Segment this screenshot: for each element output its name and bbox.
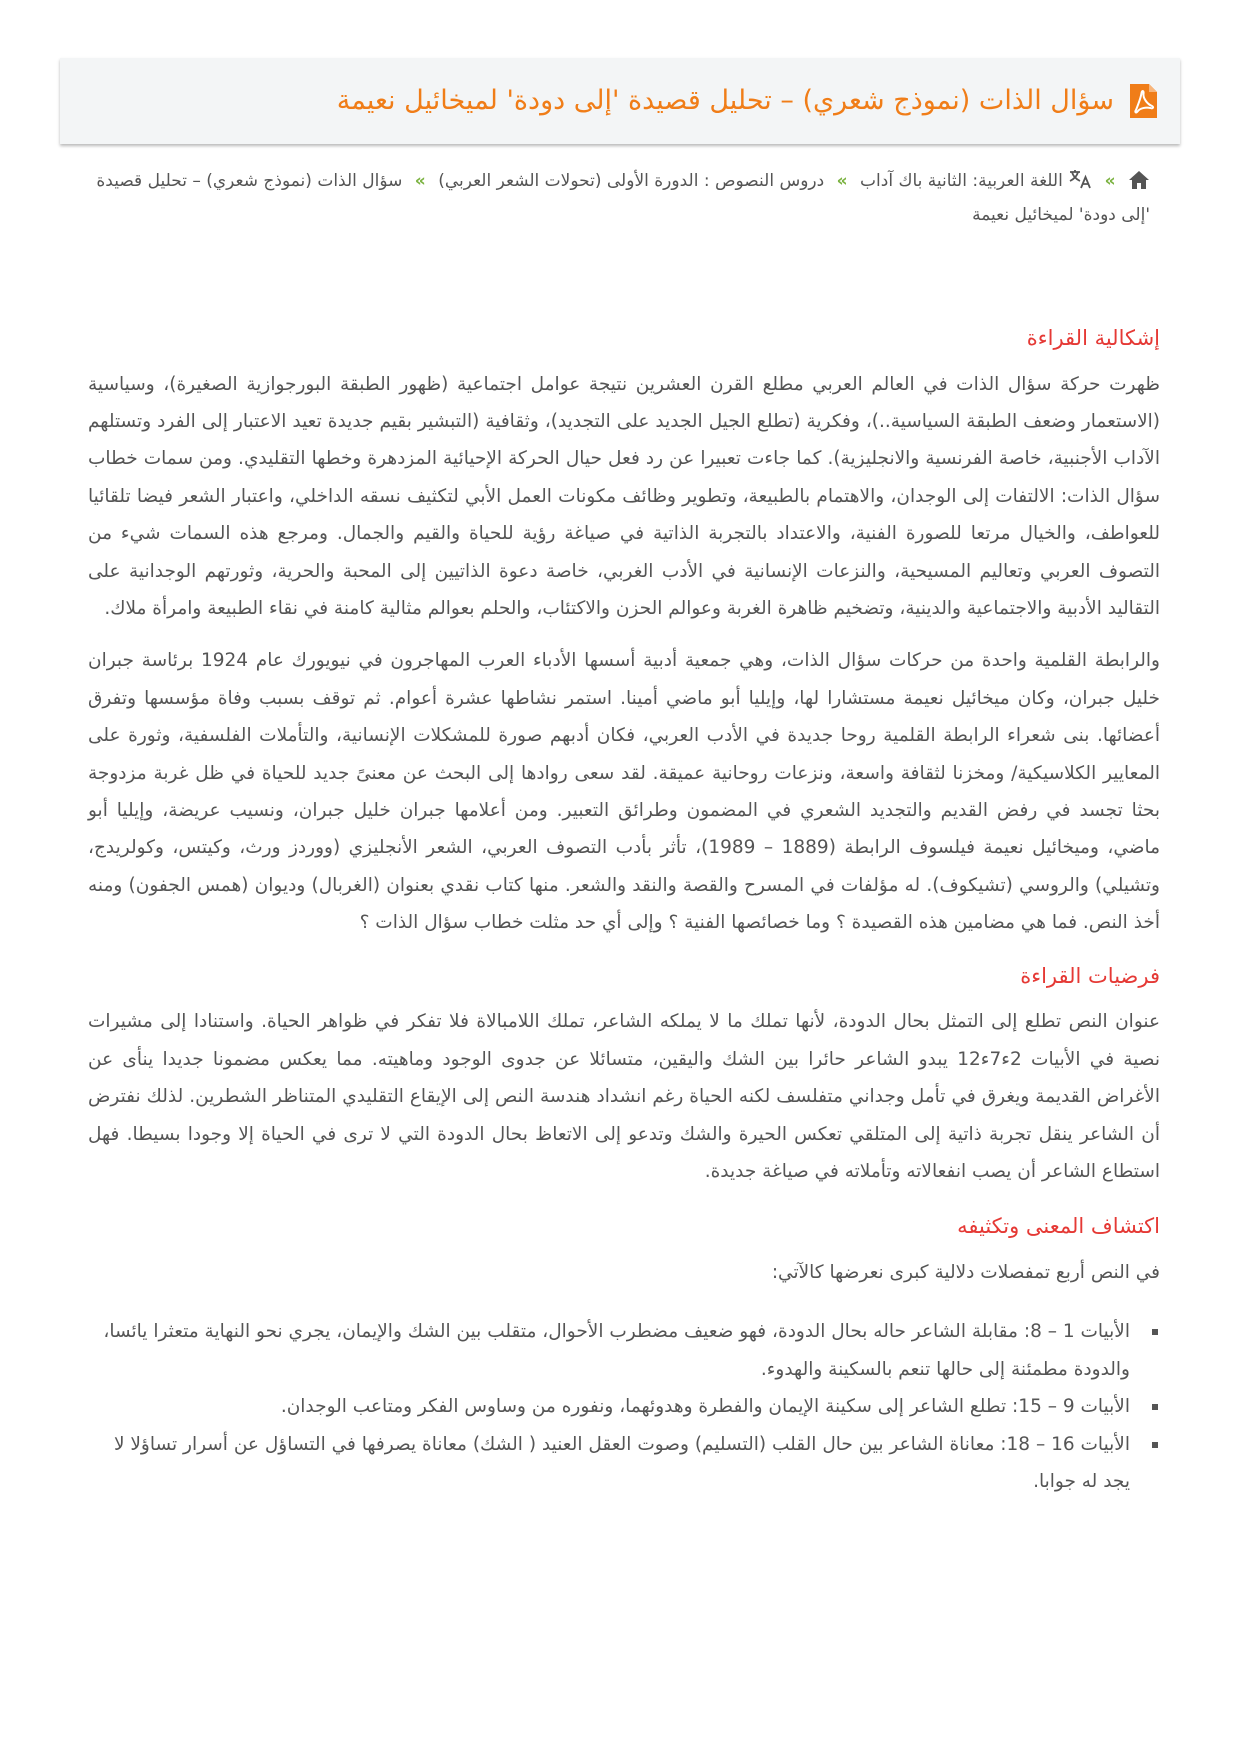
paragraph: عنوان النص تطلع إلى التمثل بحال الدودة، لأنها تملك ما لا يملكه الشاعر، تملك اللامبالاة فلا تفكر في ظواهر الحياة. واستنادا إلى مشيرات نصية في الأبيات 2ء7ء12 يبدو الشاعر حائرا بين الشك واليقين، متسائلا عن جدوى الوجود وماهيته. مما يعكس مضمونا جديدا ينأى عن الأغراض القديمة ويغرق في تأمل وجداني متفلسف لكنه الحياة رغم انشداد هندسة النص إلى الإيقاع التقليدي المتناظر الشطرين. لذلك نفترض أن الشاعر ينقل تجربة ذاتية إلى المتلقي تعكس الحيرة والشك وتدعو إلى الاتعاظ بحال الدودة التي لا ترى في الحياة إلا وجودا بسيطا. فهل استطاع الشاعر أن يصب انفعالاته وتأملاته في صياغة جديدة.	[88, 1011, 1161, 1182]
page-title: سؤال الذات (نموذج شعري) – تحليل قصيدة 'إلى دودة' لميخائيل نعيمة	[336, 85, 1114, 117]
breadcrumb-separator: »	[1104, 171, 1116, 191]
list-item: الأبيات 1 – 8: مقابلة الشاعر حاله بحال الدودة، فهو ضعيف مضطرب الأحوال، متقلب بين الشك والإيمان، يجري نحو النهاية متعثرا يائسا، والدودة مطمئنة إلى حالها تنعم بالسكينة والهدوء.	[88, 1313, 1130, 1388]
breadcrumb-item-subject[interactable]: اللغة العربية: الثانية باك آداب	[860, 171, 1063, 191]
pdf-icon	[1128, 83, 1158, 119]
list-item: الأبيات 16 – 18: معاناة الشاعر بين حال القلب (التسليم) وصوت العقل العنيد ( الشك) معاناة يصرفها في التساؤل عن أسرار تساؤلا لا يجد له جوابا.	[88, 1426, 1130, 1501]
breadcrumb-separator: »	[414, 171, 426, 191]
paragraph: والرابطة القلمية واحدة من حركات سؤال الذات، وهي جمعية أدبية أسسها الأدباء العرب المهاجرون في نيويورك عام 1924 برئاسة جبران خليل جبران، وكان ميخائيل نعيمة مستشارا لها، وإيليا أبو ماضي أمينا. استمر نشاطها عشرة أعوام. ثم توقف بسبب وفاة مؤسسها وتفرق أعضائها. بنى شعراء الرابطة القلمية روحا جديدة في الأدب العربي، فكان أدبهم صورة للمشكلات الإنسانية، والتأملات الفلسفية، وثورة على المعايير الكلاسيكية/ ومخزنا لثقافة واسعة، ونزعات روحانية عميقة. لقد سعى روادها إلى البحث عن معنىً جديد للحياة في ظل غربة مزدوجة بحثا تجسد في رفض القديم والتجديد الشعري في المضمون وطرائق التعبير. ومن أعلامها جبران خليل جبران، ونسيب عريضة، وإيليا أبو ماضي، وميخائيل نعيمة فيلسوف الرابطة (1889 – 1989)، تأثر بأدب التصوف العربي، الشعر الأنجليزي (ووردز ورث، وكيتس، وكولريدج، وتشيلي) والروسي (تشيكوف). له مؤلفات في المسرح والقصة والنقد والشعر. منها كتاب نقدي بعنوان (الغربال) وديوان (همس الجفون) ومنه أخذ النص. فما هي مضامين هذه القصيدة ؟ وما خصائصها الفنية ؟ وإلى أي حد مثلت خطاب سؤال الذات ؟	[88, 650, 1160, 934]
section-meaning-discovery	[88, 1210, 1160, 1500]
article	[60, 58, 1180, 1520]
section-reading-hypotheses	[88, 960, 1160, 1191]
translate-icon	[1068, 168, 1092, 190]
title-bar	[60, 58, 1180, 144]
section-heading: اكتشاف المعنى وتكثيفه	[957, 1214, 1160, 1239]
list-item: الأبيات 9 – 15: تطلع الشاعر إلى سكينة الإيمان والفطرة وهدوئهما، ونفوره من وساوس الفكر ومتاعب الوجدان.	[88, 1388, 1130, 1425]
breadcrumb-item-course[interactable]: دروس النصوص : الدورة الأولى (تحولات الشعر العربي)	[438, 171, 825, 191]
article-body	[88, 322, 1160, 1500]
breadcrumb-item-current: سؤال الذات (نموذج شعري) – تحليل قصيدة 'إلى دودة' لميخائيل نعيمة	[96, 171, 1150, 225]
section-heading: إشكالية القراءة	[1026, 326, 1160, 350]
breadcrumb	[80, 164, 1150, 232]
bullet-list	[88, 1313, 1160, 1500]
paragraph: في النص أربع تمفصلات دلالية كبرى نعرضها كالآتي:	[771, 1261, 1160, 1283]
breadcrumb-separator: »	[836, 171, 848, 191]
section-heading: فرضيات القراءة	[1020, 963, 1160, 988]
paragraph: ظهرت حركة سؤال الذات في العالم العربي مطلع القرن العشرين نتيجة عوامل اجتماعية (ظهور الطبقة البورجوازية الصغيرة)، وسياسية (الاستعمار وضعف الطبقة السياسية..)، وفكرية (تطلع الجيل الجديد على التجديد)، وثقافية (التبشير بقيم جديدة تعيد الاعتبار إلى الفرد وتستلهم الآداب الأجنبية، خاصة الفرنسية والانجليزية). كما جاءت تعبيرا عن رد فعل حيال الحركة الإحيائية المزدهرة وخطها التقليدي. ومن سمات خطاب سؤال الذات: الالتفات إلى الوجدان، والاهتمام بالطبيعة، وتطوير وظائف مكونات العمل الأبي لتكثيف نسقه الداخلي، واعتبار الشعر فيضا تلقائيا للعواطف، والخيال مرتعا للصورة الفنية، والاعتداد بالتجربة الذاتية في صياغة رؤية للحياة والقيم والجمال. ومرجع هذه السمات شيء من التصوف العربي وتعاليم المسيحية، والنزعات الإنسانية في الأدب الغربي، خاصة دعوة الذاتيين إلى المحبة والحرية، وثورتهم الوجدانية على التقاليد الأدبية والاجتماعية والدينية، وتضخيم ظاهرة الغربة وعوالم الحزن والاكتئاب، والحلم بعوالم مثالية كامنة في نقاء الطبيعة وامرأة ملاك.	[88, 373, 1160, 620]
section-reading-problem	[88, 322, 1160, 942]
home-icon[interactable]	[1128, 170, 1150, 190]
